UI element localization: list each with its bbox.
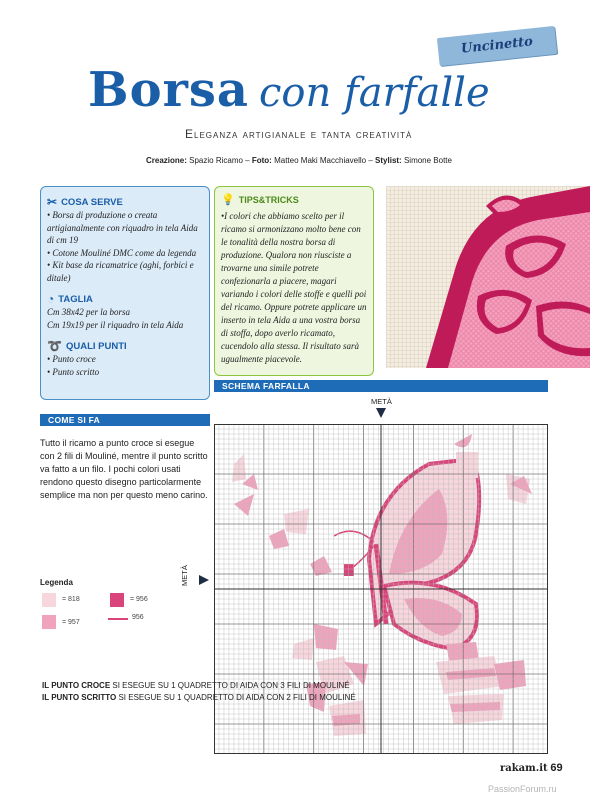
- schema-heading-bar: [214, 380, 548, 392]
- stitch-note-text: SI ESEGUE SU 1 QUADRETTO DI AIDA CON 3 FILI DI MOULINÉ: [110, 681, 350, 690]
- legend-title: Legenda: [40, 578, 73, 587]
- subtitle: [185, 127, 412, 141]
- materials-heading: [47, 195, 203, 209]
- credit-label: Foto:: [251, 156, 272, 165]
- stitch-note-text: SI ESEGUE SU 1 QUADRETTO DI AIDA CON 2 FILI DI MOULINÉ: [116, 693, 356, 702]
- embroidery-photo: [386, 186, 590, 368]
- schema-heading: SCHEMA FARFALLA: [222, 381, 310, 391]
- title-main: Borsa: [88, 62, 249, 118]
- tips-heading: [221, 193, 367, 206]
- embroidery-photo-image: [386, 186, 590, 368]
- size-item: Cm 38x42 per la borsa: [47, 307, 130, 317]
- tips-box: [214, 186, 374, 376]
- stitch-note-title: IL PUNTO CROCE: [42, 681, 111, 690]
- cross-stitch-chart-svg: [214, 424, 548, 754]
- center-arrow-right-icon: [199, 575, 209, 585]
- subtitle-text: Eleganza artigianale e tanta creatività: [185, 127, 413, 141]
- credit-value: Simone Botte: [403, 156, 452, 165]
- stitches-heading-label: QUALI PUNTI: [65, 340, 127, 352]
- materials-heading-label: COSA SERVE: [61, 196, 123, 208]
- materials-item: • Borsa di produzione o creata artigianalmente con riquadro in tela Aida di cm 19: [47, 210, 198, 245]
- stitches-item: • Punto scritto: [47, 366, 100, 377]
- credits-line: Creazione: Spazio Ricamo – Foto: Matteo Maki Macchiavello – Stylist: Simone Botte: [146, 156, 452, 165]
- center-label-top: METÀ: [371, 397, 392, 406]
- stitch-note: [42, 692, 356, 704]
- lightbulb-icon: 💡: [221, 194, 235, 206]
- legend-swatch-956: [110, 593, 124, 607]
- stitches-item: • Punto croce: [47, 354, 96, 364]
- tips-heading-label: TIPS&TRICKS: [238, 194, 299, 205]
- credit-value: Matteo Maki Macchiavello: [274, 156, 367, 165]
- instructions-heading: COME SI FA: [48, 415, 101, 425]
- credit-label: Creazione:: [146, 156, 187, 165]
- stitches-heading: [47, 339, 203, 353]
- size-heading: [47, 292, 203, 306]
- tips-text: •I colori che abbiamo scelto per il ricamo si armonizzano molto bene con le tonalità della nostra borsa di produzione. Qualora non riusciste a trovarne una simile potrete confezionarla a piacere, magari variando i colori delle stoffe e quelli poi del ricamo. Oppure potrete applicare un inserto in tela Aida a una vostra borsa di stoffa, dopo averlo ricamato, cucendolo alla stessa. Il risultato sarà ugualmente piacevole.: [221, 211, 367, 364]
- watermark: PassionForum.ru: [488, 784, 557, 794]
- cross-stitch-chart: [214, 424, 548, 754]
- materials-box: [40, 186, 210, 400]
- materials-item: • Kit base da ricamatrice (aghi, forbici e ditale): [47, 260, 194, 283]
- footer-site: rakam.it: [500, 763, 548, 774]
- credit-value: Spazio Ricamo: [189, 156, 243, 165]
- category-tag: [437, 26, 557, 66]
- page-number: 69: [550, 762, 563, 774]
- needle-thread-icon: ➰: [47, 339, 62, 353]
- credit-label: Stylist:: [375, 156, 402, 165]
- legend-backstitch-line: [108, 618, 128, 620]
- legend-swatch-957: [42, 615, 56, 629]
- legend: [42, 593, 202, 643]
- legend-label-backstitch: 956: [132, 614, 144, 621]
- materials-item: • Cotone Mouliné DMC come da legenda: [47, 247, 197, 258]
- page-title: [88, 62, 490, 118]
- instructions-heading-bar: [40, 414, 210, 426]
- legend-label-956: = 956: [130, 596, 148, 603]
- stitch-notes: [42, 680, 356, 704]
- instructions-text: Tutto il ricamo a punto croce si esegue con 2 fili di Mouliné, mentre il punto scritto va fatto a un filo. I pochi colori usati rendono questo disegno particolarmente semplice ma non per questo meno carino.: [40, 438, 208, 500]
- title-script: con farfalle: [259, 70, 490, 116]
- category-tag-label: Uncinetto: [460, 34, 534, 57]
- size-item: Cm 19x19 per il riquadro in tela Aida: [47, 319, 184, 330]
- legend-label-818: = 818: [62, 596, 80, 603]
- stitch-note: [42, 680, 356, 692]
- scissors-icon: ✂: [47, 195, 58, 209]
- page-footer: [500, 762, 563, 774]
- stitch-note-title: IL PUNTO SCRITTO: [42, 693, 117, 702]
- legend-swatch-818: [42, 593, 56, 607]
- size-heading-label: TAGLIA: [58, 293, 93, 305]
- legend-label-957: = 957: [62, 619, 80, 626]
- center-arrow-down-icon: [376, 408, 386, 418]
- tape-measure-icon: ◔: [47, 292, 55, 306]
- center-label-left: METÀ: [180, 565, 189, 586]
